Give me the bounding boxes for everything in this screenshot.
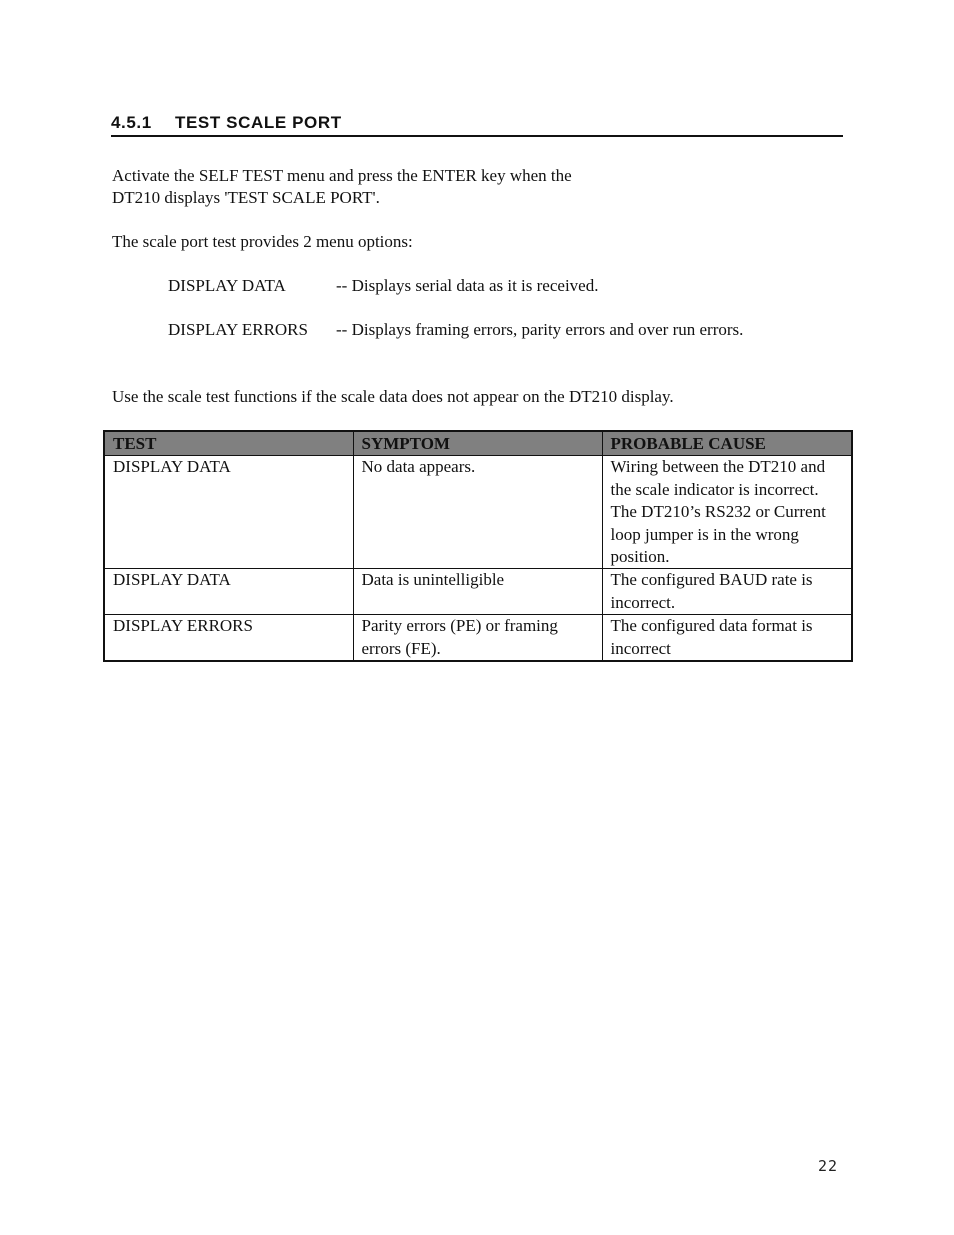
option-description: -- Displays framing errors, parity errors and over run errors. — [336, 320, 744, 339]
table-header-row — [104, 431, 852, 456]
option-name: DISPLAY DATA — [168, 276, 286, 295]
section-heading — [111, 113, 843, 137]
option-description: -- Displays serial data as it is received. — [336, 276, 599, 295]
intro-paragraph — [112, 165, 572, 209]
intro-line-1: Activate the SELF TEST menu and press the ENTER key when the — [112, 166, 572, 185]
cell-cause: Wiring between the DT210 and the scale indicator is incorrect. The DT210’s RS232 or Current loop jumper is in the wrong position. — [602, 456, 852, 569]
table-row — [104, 569, 852, 615]
cell-symptom: Data is unintelligible — [353, 569, 602, 615]
header-symptom: SYMPTOM — [353, 431, 602, 456]
page-number: 22 — [818, 1157, 839, 1175]
options-intro: The scale port test provides 2 menu options: — [112, 232, 413, 251]
troubleshooting-table — [103, 430, 853, 662]
menu-option-display-data — [168, 275, 598, 297]
intro-line-2: DT210 displays 'TEST SCALE PORT'. — [112, 188, 380, 207]
usage-note: Use the scale test functions if the scale data does not appear on the DT210 display. — [112, 387, 674, 406]
section-number: 4.5.1 — [111, 113, 152, 132]
cell-test: DISPLAY DATA — [104, 569, 353, 615]
table-row — [104, 456, 852, 569]
header-test: TEST — [104, 431, 353, 456]
option-name: DISPLAY ERRORS — [168, 320, 308, 339]
cell-symptom: Parity errors (PE) or framing errors (FE). — [353, 615, 602, 661]
menu-option-display-errors — [168, 319, 743, 341]
table-row — [104, 615, 852, 661]
header-probable-cause: PROBABLE CAUSE — [602, 431, 852, 456]
cell-test: DISPLAY DATA — [104, 456, 353, 569]
cell-test: DISPLAY ERRORS — [104, 615, 353, 661]
cell-cause: The configured BAUD rate is incorrect. — [602, 569, 852, 615]
section-title: TEST SCALE PORT — [175, 113, 342, 132]
cell-symptom: No data appears. — [353, 456, 602, 569]
cell-cause: The configured data format is incorrect — [602, 615, 852, 661]
